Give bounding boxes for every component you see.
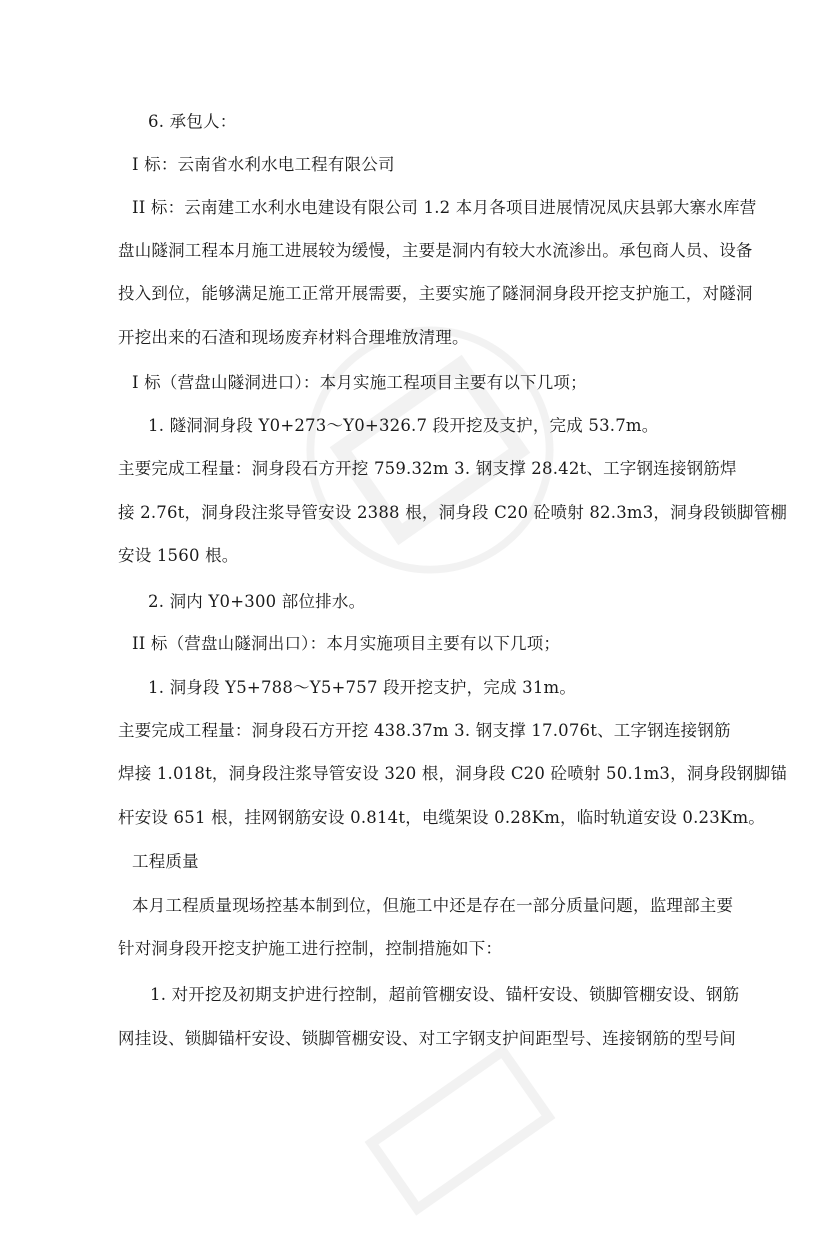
text-line: 1. 对开挖及初期支护进行控制，超前管棚安设、锚杆安设、锁脚管棚安设、钢筋 (150, 985, 740, 1004)
watermark-icon (344, 1023, 577, 1236)
text-line: 网挂设、锁脚锚杆安设、锁脚管棚安设、对工字钢支护间距型号、连接钢筋的型号间 (118, 1029, 736, 1048)
text-line: II 标：云南建工水利水电建设有限公司 1.2 本月各项目进展情况凤庆县郭大寨水库营 (132, 198, 757, 217)
text-line: 杆安设 651 根，挂网钢筋安设 0.814t，电缆架设 0.28Km，临时轨道安设 0.23Km。 (118, 808, 766, 827)
text-line: II 标（营盘山隧洞出口）：本月实施项目主要有以下几项； (132, 634, 561, 653)
section-heading: 工程质量 (132, 852, 199, 871)
text-line: 主要完成工程量：洞身段石方开挖 438.37m 3. 钢支撑 17.076t、工字钢连接钢筋 (118, 721, 731, 740)
text-line: 针对洞身段开挖支护施工进行控制，控制措施如下： (118, 939, 503, 958)
text-line: 接 2.76t，洞身段注浆导管安设 2388 根，洞身段 C20 砼喷射 82.3m3，洞身段锁脚管棚 (118, 503, 788, 522)
text-line: 开挖出来的石渣和现场废弃材料合理堆放清理。 (118, 328, 469, 347)
text-line: 2. 洞内 Y0+300 部位排水。 (148, 592, 366, 611)
text-line: 焊接 1.018t，洞身段注浆导管安设 320 根，洞身段 C20 砼喷射 50.1m3，洞身段钢脚锚 (118, 764, 788, 783)
text-line: 主要完成工程量：洞身段石方开挖 759.32m 3. 钢支撑 28.42t、工字钢连接钢筋焊 (118, 459, 737, 478)
text-line: 1. 隧洞洞身段 Y0+273～Y0+326.7 段开挖及支护，完成 53.7m。 (148, 416, 659, 435)
text-line: 1. 洞身段 Y5+788～Y5+757 段开挖支护，完成 31m。 (148, 678, 577, 697)
text-line: 6. 承包人： (148, 112, 237, 131)
text-line: 盘山隧洞工程本月施工进展较为缓慢，主要是洞内有较大水流渗出。承包商人员、设备 (118, 241, 753, 260)
text-line: I 标（营盘山隧洞进口）：本月实施工程项目主要有以下几项； (132, 373, 587, 392)
text-line: 安设 1560 根。 (118, 546, 239, 565)
text-line: 投入到位，能够满足施工正常开展需要，主要实施了隧洞洞身段开挖支护施工，对隧洞 (118, 284, 753, 303)
text-line: I 标：云南省水利水电工程有限公司 (132, 155, 395, 174)
watermark-icon (249, 269, 611, 631)
text-line: 本月工程质量现场控基本制到位，但施工中还是存在一部分质量问题，监理部主要 (132, 896, 734, 915)
